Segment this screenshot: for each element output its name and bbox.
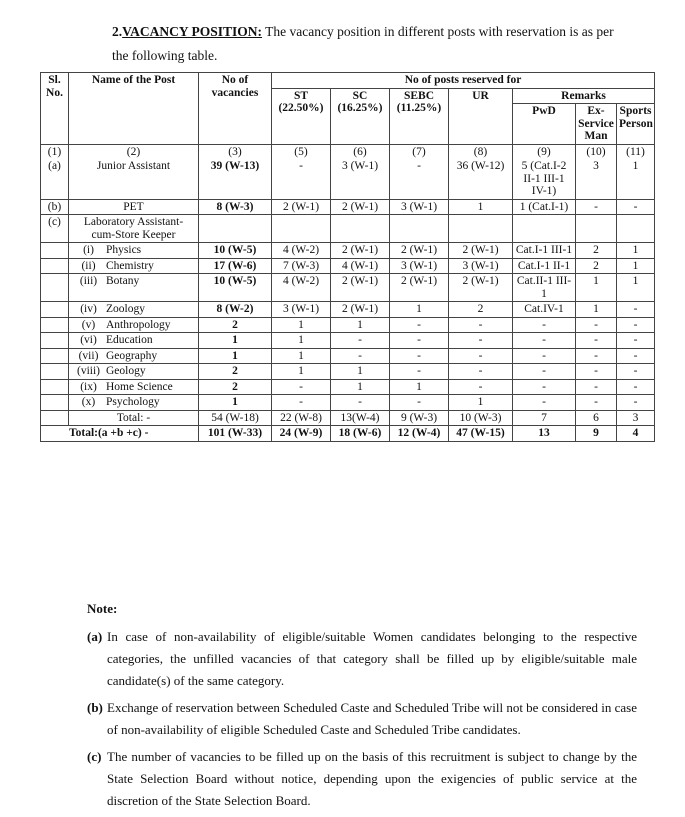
pet-sebc: 3 (W-1) <box>390 199 449 215</box>
subject-ex: - <box>576 317 617 333</box>
subject-sp: - <box>617 379 655 395</box>
subject-index: (iii) <box>79 275 98 287</box>
subject-index: (vi) <box>80 334 97 346</box>
subject-index: (x) <box>81 396 96 408</box>
subject-cell <box>69 317 199 333</box>
note-label: (c) <box>87 749 102 764</box>
subject-sp: - <box>617 317 655 333</box>
column-number: (11) <box>617 144 655 159</box>
subject-row <box>41 379 655 395</box>
subject-row <box>41 302 655 318</box>
subject-sp: 1 <box>617 274 655 302</box>
pet-pwd: 1 (Cat.I-1) <box>513 199 576 215</box>
subject-index: (iv) <box>80 303 97 315</box>
subject-ur: - <box>449 379 513 395</box>
subject-rows <box>41 243 655 411</box>
vacancy-table-body <box>41 73 655 243</box>
subject-st: 4 (W-2) <box>272 274 331 302</box>
column-number: (8) <box>449 144 513 159</box>
pet-vacancies: 8 (W-3) <box>199 199 272 215</box>
subtotal-st: 22 (W-8) <box>272 410 331 426</box>
subject-sp: - <box>617 364 655 380</box>
subject-ur: 1 <box>449 395 513 411</box>
subject-vac: 8 (W-2) <box>199 302 272 318</box>
subject-row <box>41 395 655 411</box>
subject-sc: - <box>331 395 390 411</box>
notes-title: Note: <box>87 601 118 616</box>
subject-sc: 2 (W-1) <box>331 243 390 259</box>
subject-pwd: - <box>513 395 576 411</box>
pet-sl: (b) <box>41 199 69 215</box>
pet-sports: - <box>617 199 655 215</box>
total-ur: 47 (W-15) <box>449 426 513 442</box>
subject-sp: - <box>617 395 655 411</box>
subject-row <box>41 274 655 302</box>
subject-row <box>41 364 655 380</box>
junior-st: - <box>272 159 331 199</box>
column-number: (6) <box>331 144 390 159</box>
subject-ur: 2 <box>449 302 513 318</box>
subject-name: Home Science <box>106 380 173 393</box>
subject-cell <box>69 302 199 318</box>
lab-sl: (c) <box>41 215 69 243</box>
header-sc: SC (16.25%) <box>331 88 390 144</box>
note-label: (a) <box>87 629 103 644</box>
subject-st: 3 (W-1) <box>272 302 331 318</box>
junior-name: Junior Assistant <box>69 159 199 199</box>
subject-vac: 17 (W-6) <box>199 258 272 274</box>
header-ur: UR <box>449 88 513 144</box>
subject-vac: 2 <box>199 379 272 395</box>
subject-st: 1 <box>272 348 331 364</box>
subject-sebc: - <box>390 348 449 364</box>
subject-ex: - <box>576 333 617 349</box>
subject-ur: - <box>449 364 513 380</box>
junior-sc: 3 (W-1) <box>331 159 390 199</box>
subject-index: (viii) <box>77 365 100 377</box>
section-heading <box>112 20 632 68</box>
subject-pwd: Cat.II-1 III-1 <box>513 274 576 302</box>
subject-name: Geology <box>106 365 146 377</box>
column-number: (7) <box>390 144 449 159</box>
subject-index: (ix) <box>80 380 97 393</box>
pet-ur: 1 <box>449 199 513 215</box>
junior-pwd: 5 (Cat.I-2 II-1 III-1 IV-1) <box>513 159 576 199</box>
subtotal-pwd: 7 <box>513 410 576 426</box>
subject-row <box>41 317 655 333</box>
subject-name: Education <box>106 334 153 346</box>
subject-sc: 2 (W-1) <box>331 302 390 318</box>
subject-st: 4 (W-2) <box>272 243 331 259</box>
subject-vac: 2 <box>199 364 272 380</box>
subject-cell <box>69 258 199 274</box>
header-reserved: No of posts reserved for <box>272 73 655 89</box>
total-sebc: 12 (W-4) <box>390 426 449 442</box>
header-st: ST (22.50%) <box>272 88 331 144</box>
pet-name: PET <box>69 199 199 215</box>
note-item <box>87 626 637 692</box>
subject-sebc: 2 (W-1) <box>390 243 449 259</box>
subject-ex: 1 <box>576 302 617 318</box>
column-number: (3) <box>199 144 272 159</box>
subject-index: (i) <box>83 244 94 256</box>
subject-cell <box>69 274 199 302</box>
subject-sebc: - <box>390 395 449 411</box>
subject-st: - <box>272 379 331 395</box>
subject-ex: 2 <box>576 258 617 274</box>
subject-sp: 1 <box>617 258 655 274</box>
header-remarks: Remarks <box>513 88 655 104</box>
subject-pwd: - <box>513 333 576 349</box>
subject-ex: - <box>576 364 617 380</box>
subject-pwd: Cat.I-1 II-1 <box>513 258 576 274</box>
subject-sc: - <box>331 333 390 349</box>
subject-cell <box>69 333 199 349</box>
pet-ex-serviceman: - <box>576 199 617 215</box>
subject-ex: - <box>576 379 617 395</box>
subject-st: 1 <box>272 317 331 333</box>
subject-row <box>41 333 655 349</box>
column-number-row <box>41 144 655 159</box>
note-text: In case of non-availability of eligible/suitable Women candidates belonging to the respective categories, the unfilled vacancies of that category shall be filled up by eligible/suitable male candidate(s) of the same category. <box>107 629 637 688</box>
section-intro: The vacancy position in different posts with reservation is as per the following table. <box>112 24 614 63</box>
subject-row <box>41 258 655 274</box>
header-sports-person: Sports Person <box>617 104 655 145</box>
header-sl-no: Sl. No. <box>41 73 69 145</box>
subject-cell <box>69 348 199 364</box>
pet-st: 2 (W-1) <box>272 199 331 215</box>
junior-vacancies: 39 (W-13) <box>199 159 272 199</box>
subject-sc: 4 (W-1) <box>331 258 390 274</box>
subject-sp: - <box>617 333 655 349</box>
subject-st: 1 <box>272 333 331 349</box>
subject-st: - <box>272 395 331 411</box>
subject-st: 7 (W-3) <box>272 258 331 274</box>
subject-ur: 2 (W-1) <box>449 274 513 302</box>
subject-row <box>41 348 655 364</box>
subject-sc: 1 <box>331 364 390 380</box>
subject-pwd: - <box>513 317 576 333</box>
header-ex-serviceman: Ex-Service Man <box>576 104 617 145</box>
subject-pwd: - <box>513 348 576 364</box>
subject-vac: 1 <box>199 395 272 411</box>
subtotal-ex-serviceman: 6 <box>576 410 617 426</box>
subject-sc: 2 (W-1) <box>331 274 390 302</box>
header-no-vacancies: No of vacancies <box>199 73 272 145</box>
total-vacancies: 101 (W-33) <box>199 426 272 442</box>
header-pwd: PwD <box>513 104 576 145</box>
subject-sp: 1 <box>617 243 655 259</box>
total-ex-serviceman: 9 <box>576 426 617 442</box>
subject-vac: 1 <box>199 333 272 349</box>
lab-name: Laboratory Assistant- cum-Store Keeper <box>69 215 199 243</box>
column-number: (1) <box>41 144 69 159</box>
subject-ur: - <box>449 333 513 349</box>
subject-ur: 2 (W-1) <box>449 243 513 259</box>
subtotal-sebc: 9 (W-3) <box>390 410 449 426</box>
subject-sp: - <box>617 348 655 364</box>
subject-sebc: - <box>390 333 449 349</box>
subtotal-ur: 10 (W-3) <box>449 410 513 426</box>
subtotal-vacancies: 54 (W-18) <box>199 410 272 426</box>
total-pwd: 13 <box>513 426 576 442</box>
subject-ur: 3 (W-1) <box>449 258 513 274</box>
subject-sebc: - <box>390 364 449 380</box>
subject-vac: 10 (W-5) <box>199 243 272 259</box>
subject-ex: 2 <box>576 243 617 259</box>
column-number: (9) <box>513 144 576 159</box>
subject-sebc: - <box>390 317 449 333</box>
note-item <box>87 746 637 812</box>
subject-ex: - <box>576 395 617 411</box>
subject-cell <box>69 395 199 411</box>
junior-ur: 36 (W-12) <box>449 159 513 199</box>
note-text: Exchange of reservation between Scheduled Caste and Scheduled Tribe will not be considered in case of non-availability of eligible Scheduled Caste and Scheduled Tribe candidates. <box>107 700 637 737</box>
subject-sebc: 2 (W-1) <box>390 274 449 302</box>
pet-sc: 2 (W-1) <box>331 199 390 215</box>
subject-sebc: 1 <box>390 379 449 395</box>
junior-ex-serviceman: 3 <box>576 159 617 199</box>
note-item <box>87 697 637 741</box>
notes-section <box>87 598 637 817</box>
subtotal-sc: 13(W-4) <box>331 410 390 426</box>
total-label: Total:(a +b +c) - <box>41 426 199 442</box>
subject-vac: 2 <box>199 317 272 333</box>
subject-sebc: 3 (W-1) <box>390 258 449 274</box>
subject-name: Physics <box>106 244 142 256</box>
subject-ur: - <box>449 317 513 333</box>
subject-pwd: Cat.IV-1 <box>513 302 576 318</box>
header-post-name: Name of the Post <box>69 73 199 145</box>
subject-name: Botany <box>106 275 140 287</box>
subject-pwd: Cat.I-1 III-1 <box>513 243 576 259</box>
section-number: 2. <box>112 24 123 39</box>
subject-name: Geography <box>106 349 158 362</box>
subject-name: Chemistry <box>106 259 154 272</box>
subject-sc: 1 <box>331 317 390 333</box>
subject-sebc: 1 <box>390 302 449 318</box>
subject-pwd: - <box>513 364 576 380</box>
note-text: The number of vacancies to be filled up on the basis of this recruitment is subject to change by the State Selection Board without notice, depending upon the exigencies of public service at the discretion of the State Selection Board. <box>107 749 637 808</box>
note-label: (b) <box>87 700 103 715</box>
column-number: (10) <box>576 144 617 159</box>
header-sebc: SEBC (11.25%) <box>390 88 449 144</box>
subject-index: (vii) <box>78 349 99 362</box>
subject-row <box>41 243 655 259</box>
total-sports: 4 <box>617 426 655 442</box>
subject-sp: - <box>617 302 655 318</box>
subject-vac: 1 <box>199 348 272 364</box>
subject-ex: 1 <box>576 274 617 302</box>
subject-index: (ii) <box>81 259 96 272</box>
junior-sports: 1 <box>617 159 655 199</box>
notes-list <box>87 626 637 812</box>
subject-vac: 10 (W-5) <box>199 274 272 302</box>
subtotal-label: Total: - <box>69 410 199 426</box>
subject-name: Anthropology <box>106 318 171 331</box>
subtotal-sports: 3 <box>617 410 655 426</box>
subject-sc: 1 <box>331 379 390 395</box>
total-sc: 18 (W-6) <box>331 426 390 442</box>
junior-sl: (a) <box>41 159 69 199</box>
junior-sebc: - <box>390 159 449 199</box>
vacancy-table <box>40 72 655 442</box>
subject-cell <box>69 379 199 395</box>
subject-ex: - <box>576 348 617 364</box>
subject-name: Psychology <box>106 396 160 408</box>
subject-ur: - <box>449 348 513 364</box>
column-number: (5) <box>272 144 331 159</box>
total-st: 24 (W-9) <box>272 426 331 442</box>
subject-name: Zoology <box>106 303 145 315</box>
column-number: (2) <box>69 144 199 159</box>
subject-index: (v) <box>81 318 96 331</box>
subject-cell <box>69 364 199 380</box>
section-title: VACANCY POSITION: <box>122 24 263 39</box>
subject-cell <box>69 243 199 259</box>
subject-sc: - <box>331 348 390 364</box>
subject-pwd: - <box>513 379 576 395</box>
subject-st: 1 <box>272 364 331 380</box>
